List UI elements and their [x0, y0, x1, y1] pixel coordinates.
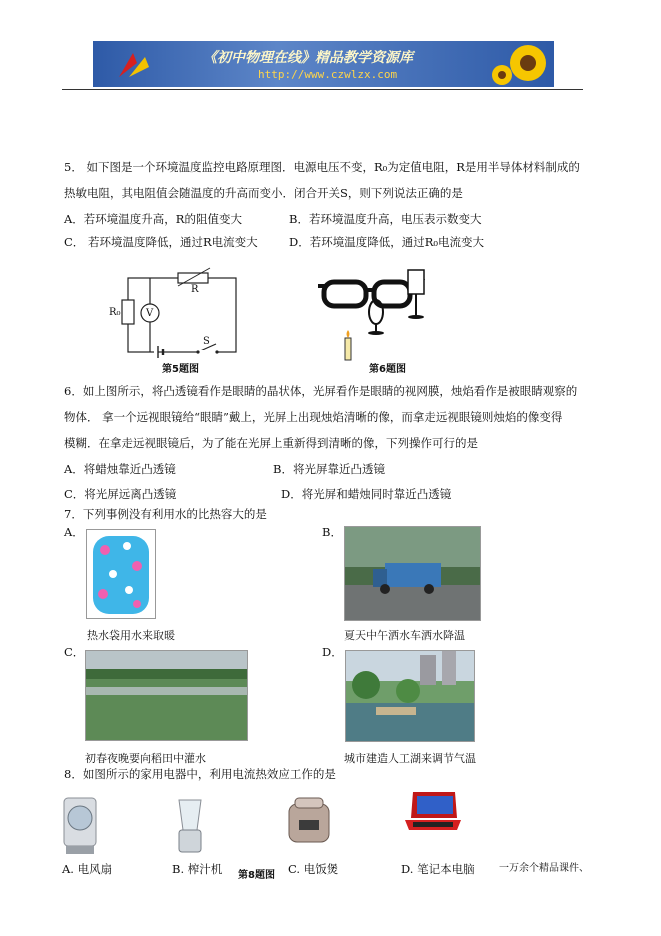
fig5-label: 第5题图: [162, 364, 199, 375]
header-banner: [93, 41, 554, 87]
q6-option-a: A．将蜡烛靠近凸透镜: [64, 462, 176, 476]
q8-option-a: A. 电风扇: [62, 862, 113, 876]
label-r0: R₀: [109, 307, 121, 318]
artificial-lake-image: [345, 650, 475, 742]
q5-option-b: B．若环境温度升高，电压表示数变大: [289, 212, 482, 226]
fig8-label: 第8题图: [238, 870, 275, 881]
q7-b-letter: B．: [322, 525, 342, 539]
q5-stem-line2: 热敏电阻，其电阻值会随温度的升高而变小．闭合开关S，则下列说法正确的是: [64, 186, 463, 200]
sunflower-icon: [488, 41, 554, 87]
q6-stem-line2: 物体． 拿一个远视眼镜给“眼睛”戴上，光屏上出现烛焰清晰的像，而拿走远视眼镜则烛焰的像变得: [64, 410, 563, 424]
q7-stem: 7．下列事例没有利用水的比热容大的是: [64, 507, 267, 521]
header-rule: [62, 89, 583, 90]
q8-stem: 8．如图所示的家用电器中，利用电流热效应工作的是: [64, 767, 336, 781]
q7-c-letter: C．: [64, 645, 85, 659]
q7-a-caption: 热水袋用水来取暖: [87, 629, 175, 642]
screen-icon: [408, 270, 424, 294]
banner-title: 《初中物理在线》精品教学资源库: [203, 50, 413, 66]
fig6-label: 第6题图: [369, 364, 406, 375]
candle-icon: [345, 338, 351, 360]
q7-d-caption: 城市建造人工湖来调节气温: [344, 752, 476, 765]
rice-cooker-image: [287, 796, 331, 846]
q6-stem-line3: 模糊．在拿走远视眼镜后，为了能在光屏上重新得到清晰的像，下列操作可行的是: [64, 436, 478, 450]
q6-option-d: D．将光屏和蜡烛同时靠近凸透镜: [281, 487, 452, 501]
laptop-image: [403, 790, 463, 836]
q8-option-b: B. 榨汁机: [172, 862, 223, 876]
q7-c-caption: 初春夜晚要向稻田中灌水: [85, 752, 206, 765]
label-s: S: [203, 336, 210, 347]
rice-field-image: [85, 650, 248, 741]
label-r: R: [191, 284, 199, 295]
q5-stem-line1: 5． 如下图是一个环境温度监控电路原理图．电源电压不变，R₀为定值电阻，R是用半导体材料制成的: [64, 160, 580, 174]
juicer-image: [173, 796, 207, 856]
electric-fan-image: [62, 796, 98, 856]
q7-d-letter: D．: [322, 645, 343, 659]
q8-option-d: D. 笔记本电脑: [401, 862, 475, 876]
site-logo: [115, 49, 155, 81]
hot-water-bottle-image: [86, 529, 156, 619]
q5-option-d: D．若环境温度降低，通过R₀电流变大: [289, 235, 484, 249]
q6-stem-line1: 6．如上图所示，将凸透镜看作是眼睛的晶状体，光屏看作是眼睛的视网膜，烛焰看作是被眼睛观察的: [64, 384, 578, 398]
q5-option-c: C． 若环境温度降低，通过R电流变大: [64, 235, 258, 249]
q6-option-b: B．将光屏靠近凸透镜: [273, 462, 385, 476]
q7-b-caption: 夏天中午洒水车洒水降温: [344, 629, 465, 642]
flame-icon: [347, 330, 350, 338]
q7-a-letter: A．: [64, 525, 84, 539]
water-truck-image: [344, 526, 481, 621]
label-v: V: [146, 308, 154, 319]
optics-diagram: [316, 266, 436, 362]
q5-option-a: A．若环境温度升高，R的阻值变大: [64, 212, 242, 226]
q6-option-c: C．将光屏远离凸透镜: [64, 487, 177, 501]
resistor-r0: [122, 300, 134, 324]
q8-option-c: C. 电饭煲: [288, 862, 339, 876]
circuit-diagram: [106, 264, 246, 362]
banner-url[interactable]: http://www.czwlzx.com: [258, 68, 398, 81]
footer-right: 一万余个精品课件、: [499, 863, 589, 874]
